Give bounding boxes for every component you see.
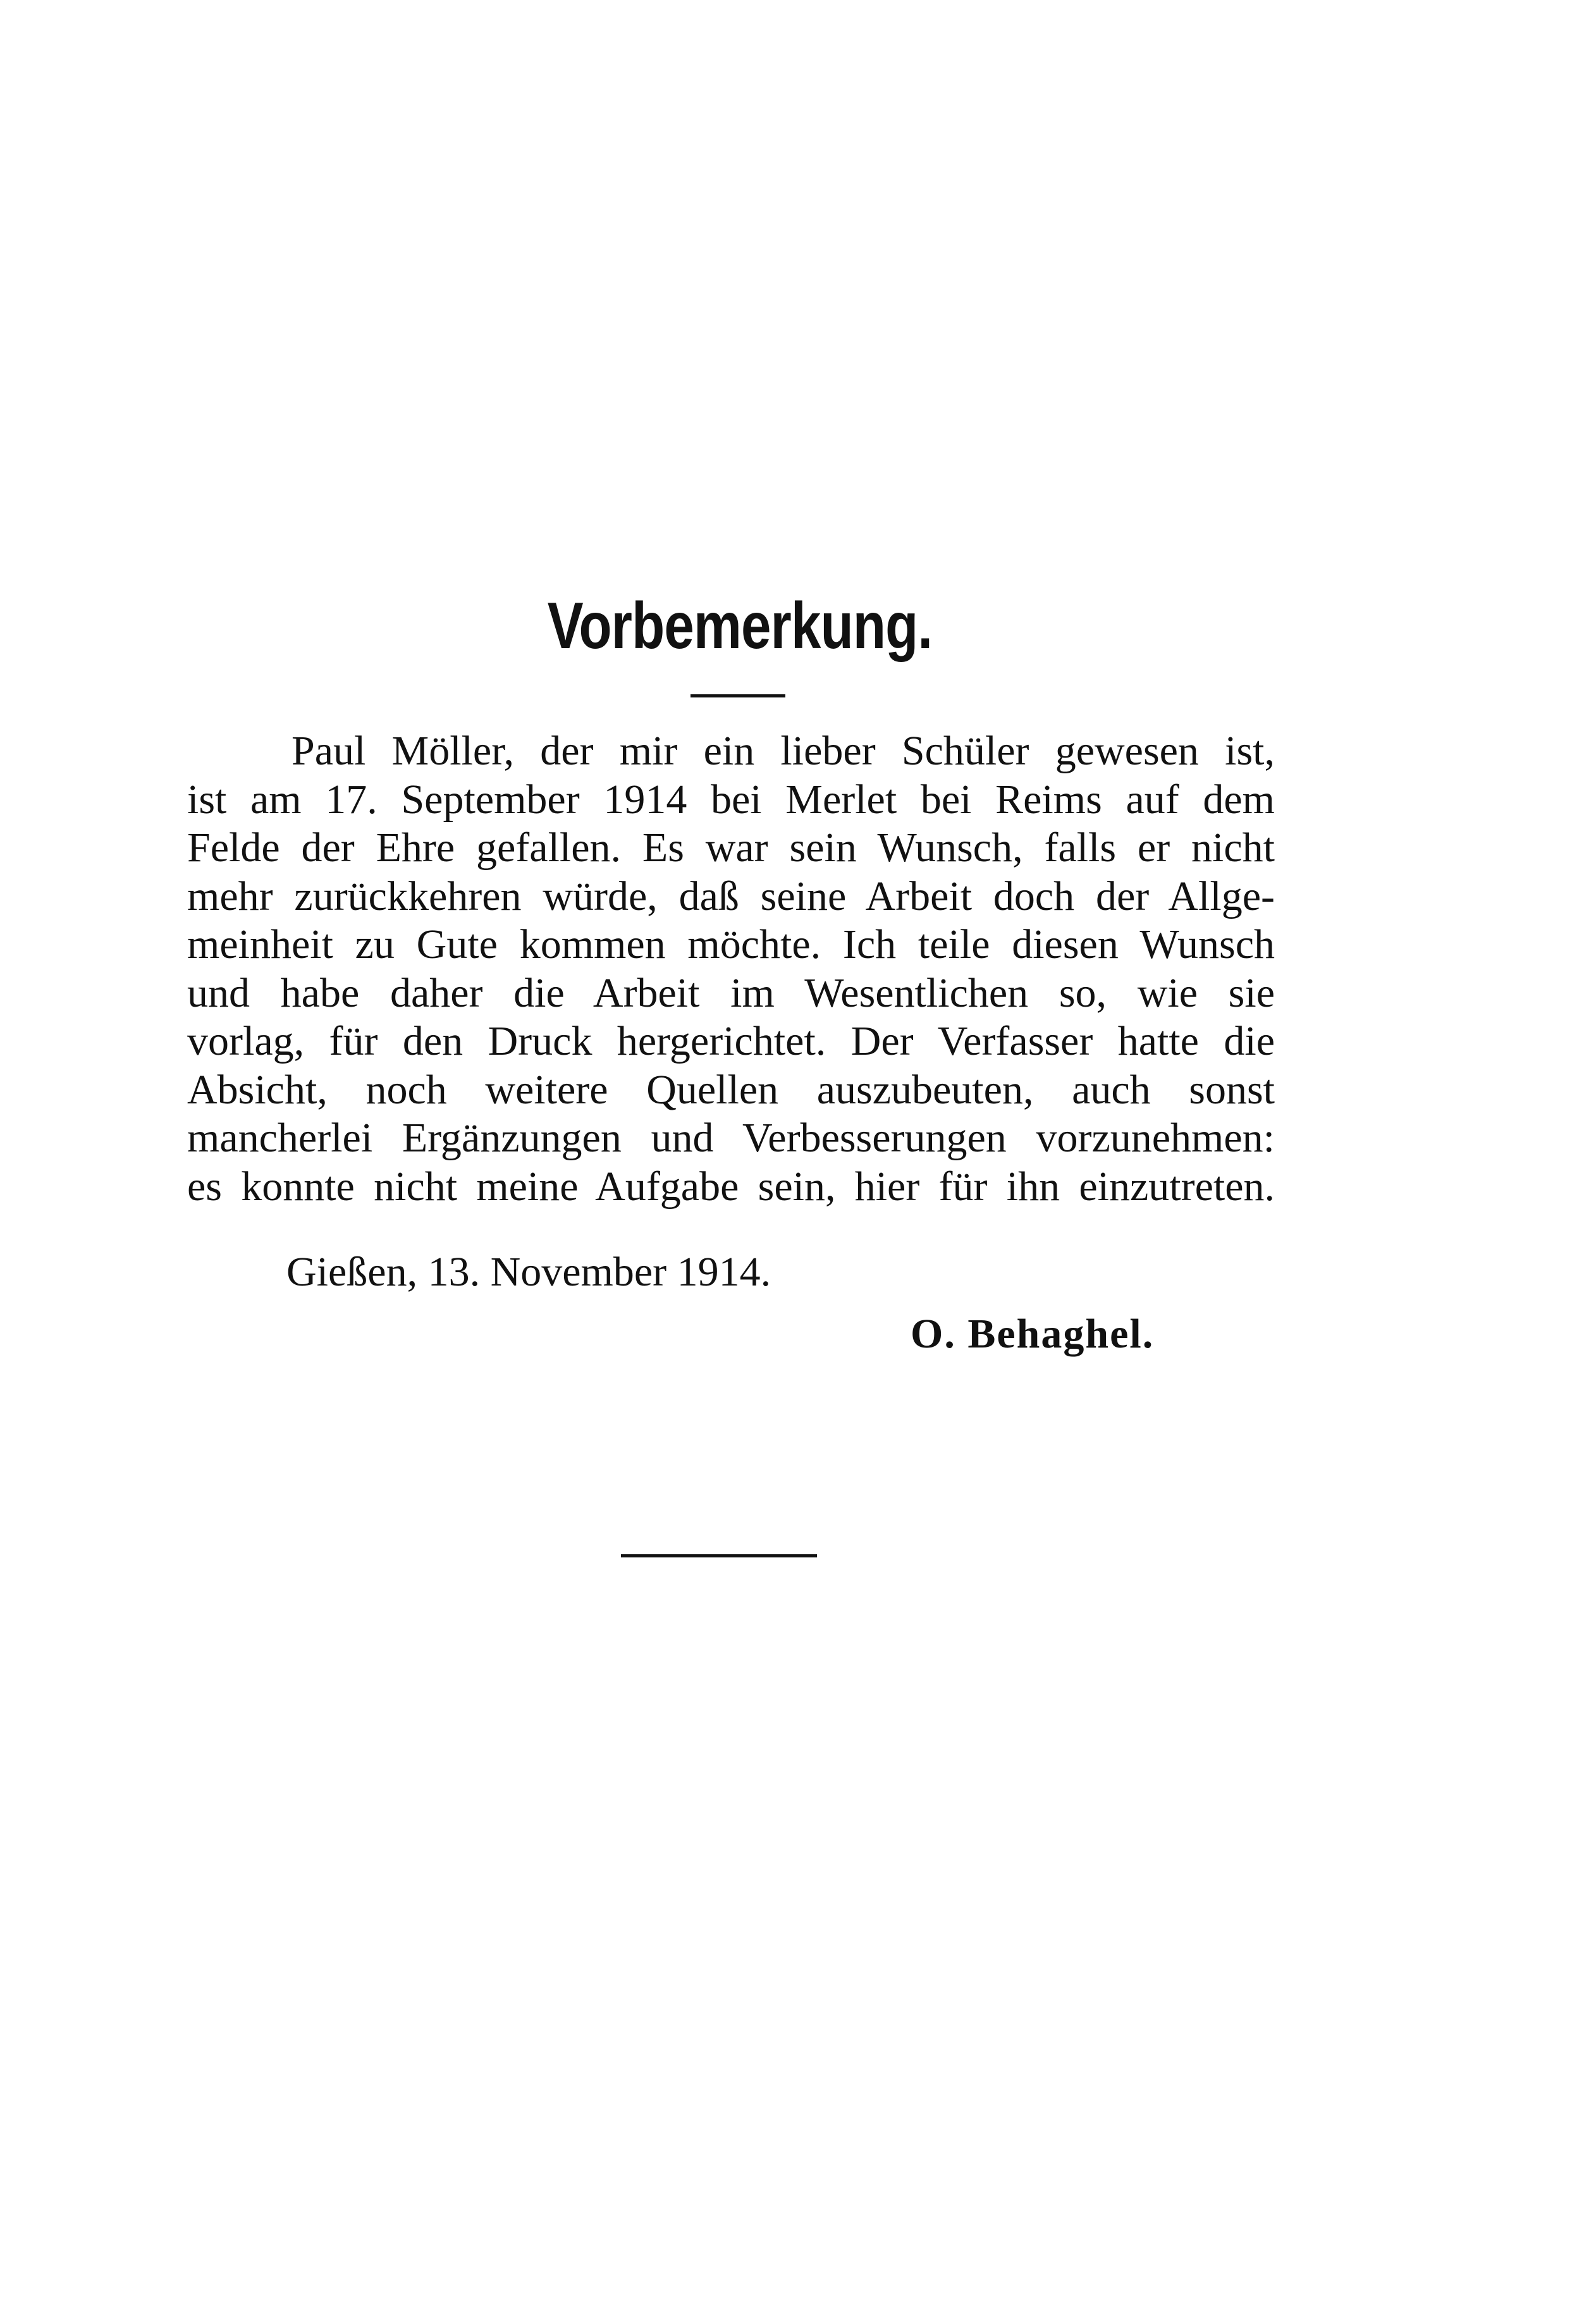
paragraph-line: Paul Möller, der mir ein lieber Schüler gewesen ist, — [292, 728, 1275, 774]
paragraph-line: meinheit zu Gute kommen möchte. Ich teile diesen Wunsch — [187, 921, 1275, 967]
signature: O. Behaghel. — [911, 1311, 1155, 1357]
paragraph-line: es konnte nicht meine Aufgabe sein, hier für ihn einzutreten. — [187, 1163, 1275, 1210]
title-divider — [691, 694, 785, 697]
closing-divider — [621, 1554, 817, 1557]
paragraph-line: Felde der Ehre gefallen. Es war sein Wunsch, falls er nicht — [187, 825, 1275, 871]
paragraph-line: und habe daher die Arbeit im Wesentlichen so, wie sie — [187, 969, 1275, 1016]
dateline: Gießen, 13. November 1914. — [286, 1249, 771, 1295]
paragraph-line: mancherlei Ergänzungen und Verbesserungen vorzunehmen: — [187, 1115, 1275, 1161]
paragraph-line: ist am 17. September 1914 bei Merlet bei Reims auf dem — [187, 776, 1275, 823]
page-title: Vorbemerkung. — [547, 589, 933, 663]
paragraph-line: vorlag, für den Druck hergerichtet. Der Verfasser hatte die — [187, 1018, 1275, 1064]
paragraph-line: Absicht, noch weitere Quellen auszubeuten, auch sonst — [187, 1066, 1275, 1113]
paragraph-line: mehr zurückkehren würde, daß seine Arbeit doch der Allge- — [187, 873, 1275, 919]
body-paragraph — [187, 727, 1275, 1211]
